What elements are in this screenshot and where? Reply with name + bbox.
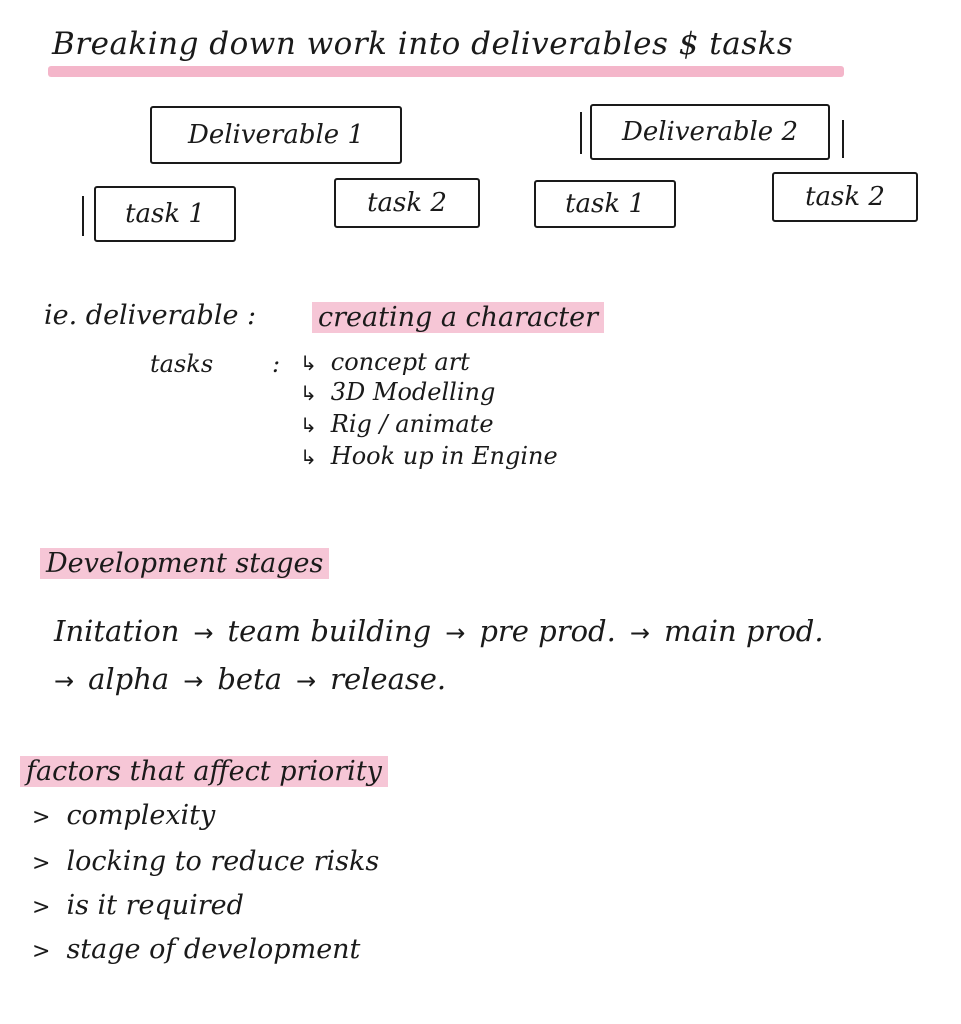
- arrow-right-icon: →: [296, 667, 317, 695]
- factor-item: [32, 846, 379, 877]
- task-list-text: 3D Modelling: [330, 378, 496, 406]
- task-list-text: Hook up in Engine: [330, 442, 558, 470]
- factor-item: [32, 934, 360, 965]
- stage: main prod.: [663, 614, 824, 648]
- factor-item: [32, 800, 215, 831]
- arrow-icon: ↳: [300, 351, 317, 375]
- deliverable-2-task-2-box: [772, 172, 918, 222]
- arrow-icon: ↳: [300, 413, 317, 437]
- deliverable-1-task-1-box: [94, 186, 236, 242]
- stages-heading-wrap: [40, 548, 329, 579]
- arrow-right-icon: →: [445, 619, 466, 647]
- arrow-right-icon: →: [193, 619, 214, 647]
- task-list-item: [300, 410, 494, 438]
- arrow-icon: ↳: [300, 381, 317, 405]
- stage: Initation: [54, 614, 180, 648]
- stages-row-2: [40, 662, 446, 696]
- task-list-item: [300, 442, 558, 470]
- factor-text: complexity: [66, 800, 216, 831]
- stages-row-1: [54, 614, 824, 648]
- stage: pre prod.: [479, 614, 616, 648]
- factors-heading-wrap: [20, 756, 388, 787]
- chevron-right-icon: >: [32, 895, 51, 920]
- arrow-right-icon: →: [183, 667, 204, 695]
- chevron-right-icon: >: [32, 851, 51, 876]
- deliverable-2-task-2-label: task 2: [805, 182, 885, 212]
- task-list-text: concept art: [330, 348, 470, 376]
- tasks-label: tasks: [150, 350, 214, 378]
- page-title: Breaking down work into deliverables $ tasks: [52, 26, 794, 62]
- deliverable-2-side-stroke-right: [842, 120, 844, 158]
- deliverable-2-label: Deliverable 2: [621, 117, 799, 147]
- deliverable-1-box: [150, 106, 402, 164]
- stage: team building: [227, 614, 432, 648]
- title-highlight: [48, 66, 844, 77]
- arrow-icon: ↳: [300, 445, 317, 469]
- stage: beta: [217, 662, 282, 696]
- factor-text: is it required: [66, 890, 244, 921]
- deliverable-1-task-1-label: task 1: [125, 199, 205, 229]
- stages-heading: Development stages: [40, 548, 329, 579]
- factor-text: locking to reduce risks: [66, 846, 380, 877]
- task-list-text: Rig / animate: [330, 410, 494, 438]
- deliverable-1-label: Deliverable 1: [187, 120, 365, 150]
- task-list-item: [300, 348, 470, 376]
- stage: release.: [330, 662, 447, 696]
- deliverable-1-task-2-label: task 2: [367, 188, 447, 218]
- example-prefix: ie. deliverable :: [44, 300, 257, 331]
- chevron-right-icon: >: [32, 939, 51, 964]
- deliverable-2-task-1-box: [534, 180, 676, 228]
- factor-text: stage of development: [66, 934, 361, 965]
- deliverable-2-box: [590, 104, 830, 160]
- factors-heading: factors that affect priority: [20, 756, 388, 787]
- chevron-right-icon: >: [32, 805, 51, 830]
- example-highlight: creating a character: [312, 302, 604, 333]
- factor-item: [32, 890, 244, 921]
- example-highlight-wrap: [312, 302, 604, 333]
- arrow-right-icon: →: [54, 667, 75, 695]
- tasks-colon: :: [272, 350, 281, 378]
- deliverable-2-task-1-label: task 1: [565, 189, 645, 219]
- deliverable-2-side-stroke: [580, 112, 582, 154]
- deliverable-1-task-2-box: [334, 178, 480, 228]
- task-side-stroke: [82, 196, 84, 236]
- stage: alpha: [88, 662, 170, 696]
- arrow-right-icon: →: [629, 619, 650, 647]
- task-list-item: [300, 378, 495, 406]
